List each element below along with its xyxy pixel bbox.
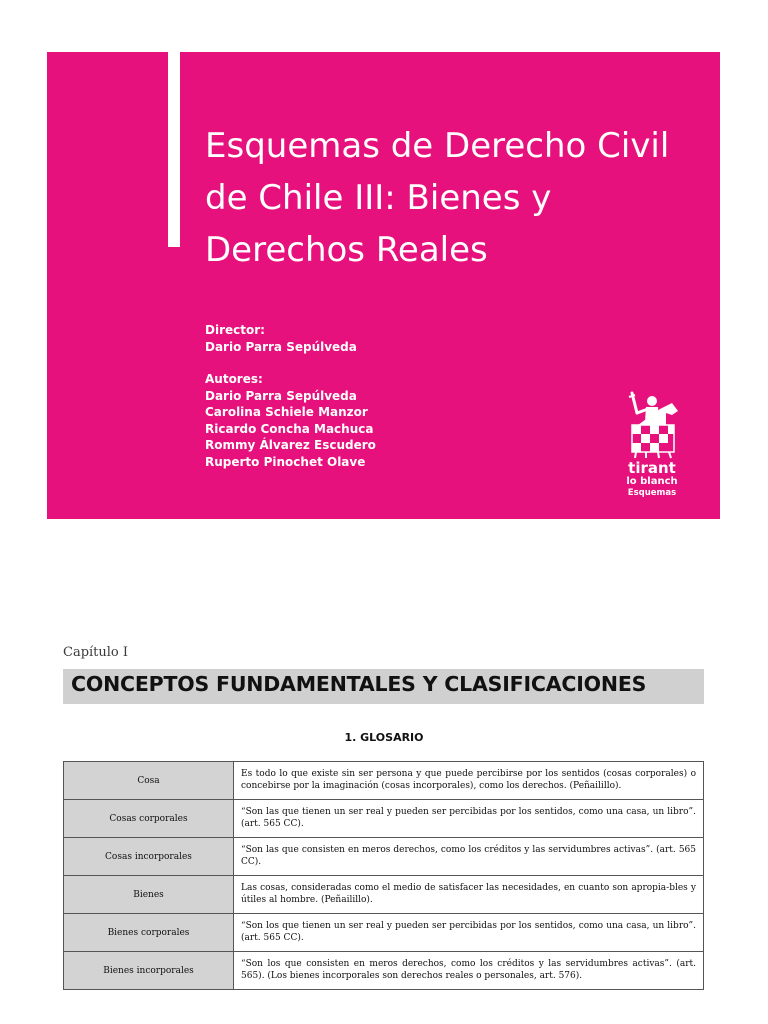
author-name: Rommy Álvarez Escudero <box>205 438 376 452</box>
section-heading: 1. GLOSARIO <box>344 731 424 744</box>
knight-on-horse-icon <box>622 391 682 459</box>
glossary-definition: “Son los que tienen un ser real y pueden ser percibidas por los sentidos, como una casa, un libro”. (art. 565 CC). <box>234 914 704 952</box>
publisher-logo <box>617 391 687 499</box>
author-name: Dario Parra Sepúlveda <box>205 388 357 403</box>
table-row <box>64 762 704 800</box>
glossary-term: Bienes incorporales <box>64 952 234 990</box>
table-row <box>64 876 704 914</box>
publisher-series: Esquemas <box>627 488 677 498</box>
glossary-term: Cosa <box>64 762 234 800</box>
director-name: Dario Parra Sepúlveda <box>205 339 357 354</box>
author-name: Ruperto Pinochet Olave <box>205 454 366 469</box>
table-row <box>64 952 704 990</box>
publisher-name: tirant <box>628 459 676 477</box>
table-row <box>64 800 704 838</box>
book-cover <box>47 52 720 519</box>
table-row <box>64 914 704 952</box>
glossary-definition: “Son las que consisten en meros derechos, como los créditos y las servidumbres activas”. (art. 565 CC). <box>234 838 704 876</box>
chapter-label: Capítulo I <box>63 645 129 660</box>
book-title: Esquemas de Derecho Civil de Chile III: Bienes y Derechos Reales <box>205 126 670 270</box>
glossary-definition: “Son los que consisten en meros derechos, como los créditos y las servidumbres activas”. (art. 565). (Los bienes incorporales son derechos reales o personales, art. 576). <box>234 952 704 990</box>
author-name: Ricardo Concha Machuca <box>205 421 374 436</box>
credits-block <box>205 322 376 470</box>
publisher-subname: lo blanch <box>626 476 678 487</box>
glossary-definition: Las cosas, consideradas como el medio de satisfacer las necesidades, en cuanto son apropia-bles y útiles al hombre. (Peñailillo). <box>234 876 704 914</box>
glossary-term: Cosas incorporales <box>64 838 234 876</box>
authors-label: Autores: <box>205 372 263 386</box>
glossary-definition: “Son las que tienen un ser real y pueden ser percibidas por los sentidos, como una casa, un libro”. (art. 565 CC). <box>234 800 704 838</box>
glossary-term: Bienes corporales <box>64 914 234 952</box>
director-label: Director: <box>205 323 265 337</box>
glossary-term: Cosas corporales <box>64 800 234 838</box>
glossary-table <box>63 761 704 990</box>
glossary-definition: Es todo lo que existe sin ser persona y que puede percibirse por los sentidos (cosas corporales) o concebirse por la imaginación (cosas incorporales), como los derechos. (Peñailillo). <box>234 762 704 800</box>
cover-accent-bar <box>168 52 180 247</box>
table-row <box>64 838 704 876</box>
author-name: Carolina Schiele Manzor <box>205 405 368 419</box>
chapter-title: CONCEPTOS FUNDAMENTALES Y CLASIFICACIONES <box>71 672 647 696</box>
chapter-title-band <box>63 669 704 704</box>
glossary-term: Bienes <box>64 876 234 914</box>
